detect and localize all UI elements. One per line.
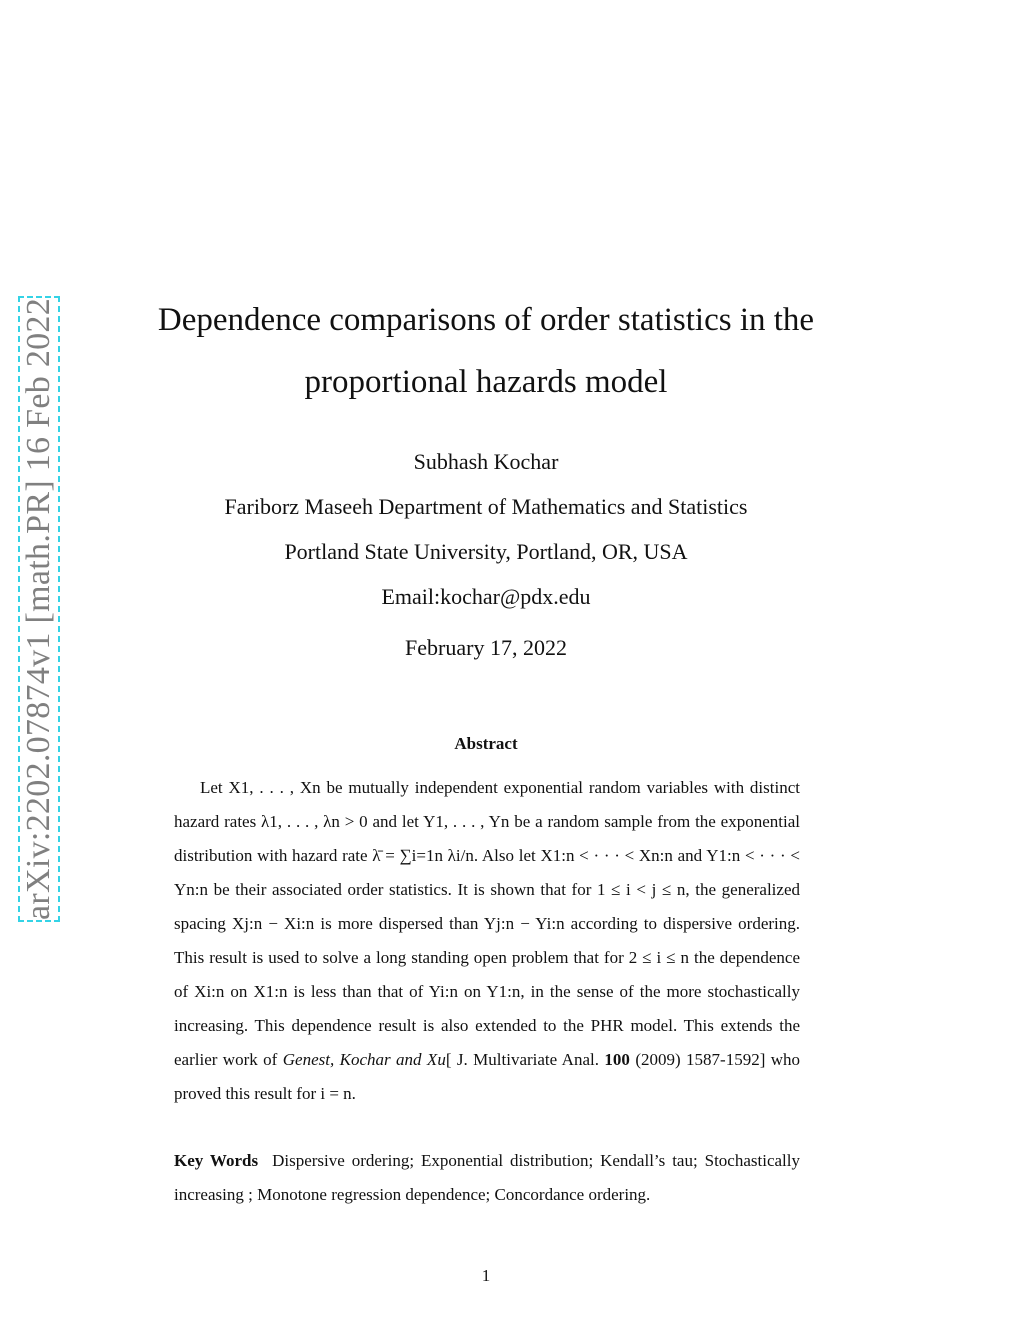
author-department: Fariborz Maseeh Department of Mathematics and Statistics [224, 494, 748, 519]
keywords-text: Dispersive ordering; Exponential distribution; Kendall’s tau; Stochastically increasing ; Monotone regression dependence; Concordance ordering. [174, 1151, 800, 1204]
arxiv-stamp-text: arXiv:2202.07874v1 [math.PR] 16 Feb 2022 [20, 297, 57, 921]
author-email: Email:kochar@pdx.edu [381, 584, 591, 609]
abstract-body [174, 771, 800, 1111]
cited-volume: 100 [604, 1050, 630, 1069]
cited-authors: Genest, Kochar and Xu [282, 1050, 446, 1069]
keywords-label: Key Words [174, 1151, 259, 1170]
page-number: 1 [481, 1266, 491, 1285]
author-name: Subhash Kochar [413, 449, 559, 474]
paper-title-line2: proportional hazards model [304, 364, 668, 400]
cited-journal: [ J. Multivariate Anal. [445, 1050, 599, 1069]
abstract-part1: Let X1, . . . , Xn be mutually independent exponential random variables with distinct hazard rates λ1, . . . , λn > 0 and let Y1, . . . , Yn be a random sample from the exponential distribution with hazard rate λ̄ = ∑i=1n λi/n. Also let [174, 778, 800, 865]
abstract-part2: X1:n < · · · < Xn:n and Y1:n < · · · < Yn:n be their associated order statistics. It is shown that for 1 ≤ i < j ≤ n, the generalized spacing Xj:n − Xi:n is more dispersed than Yj:n − Yi:n according to dispersive ordering. This result is used to solve a long standing open problem that for 2 ≤ i ≤ n the dependence of Xi:n on X1:n is less than that of Yi:n on Y1:n, in the sense of the more stochastically increasing. This dependence result is also extended to the PHR model. This [174, 846, 800, 1035]
arxiv-stamp [18, 296, 60, 922]
paper-date: February 17, 2022 [405, 635, 567, 660]
abstract-part3-lead: extends the earlier work of [174, 1016, 801, 1069]
abstract-heading: Abstract [454, 734, 518, 753]
paper-title-line1: Dependence comparisons of order statistics in the [157, 302, 815, 338]
abstract-part3-tail: (2009) 1587-1592] who proved this result for i = n. [174, 1050, 801, 1103]
keywords-section [174, 1144, 800, 1212]
author-university: Portland State University, Portland, OR, USA [284, 539, 688, 564]
